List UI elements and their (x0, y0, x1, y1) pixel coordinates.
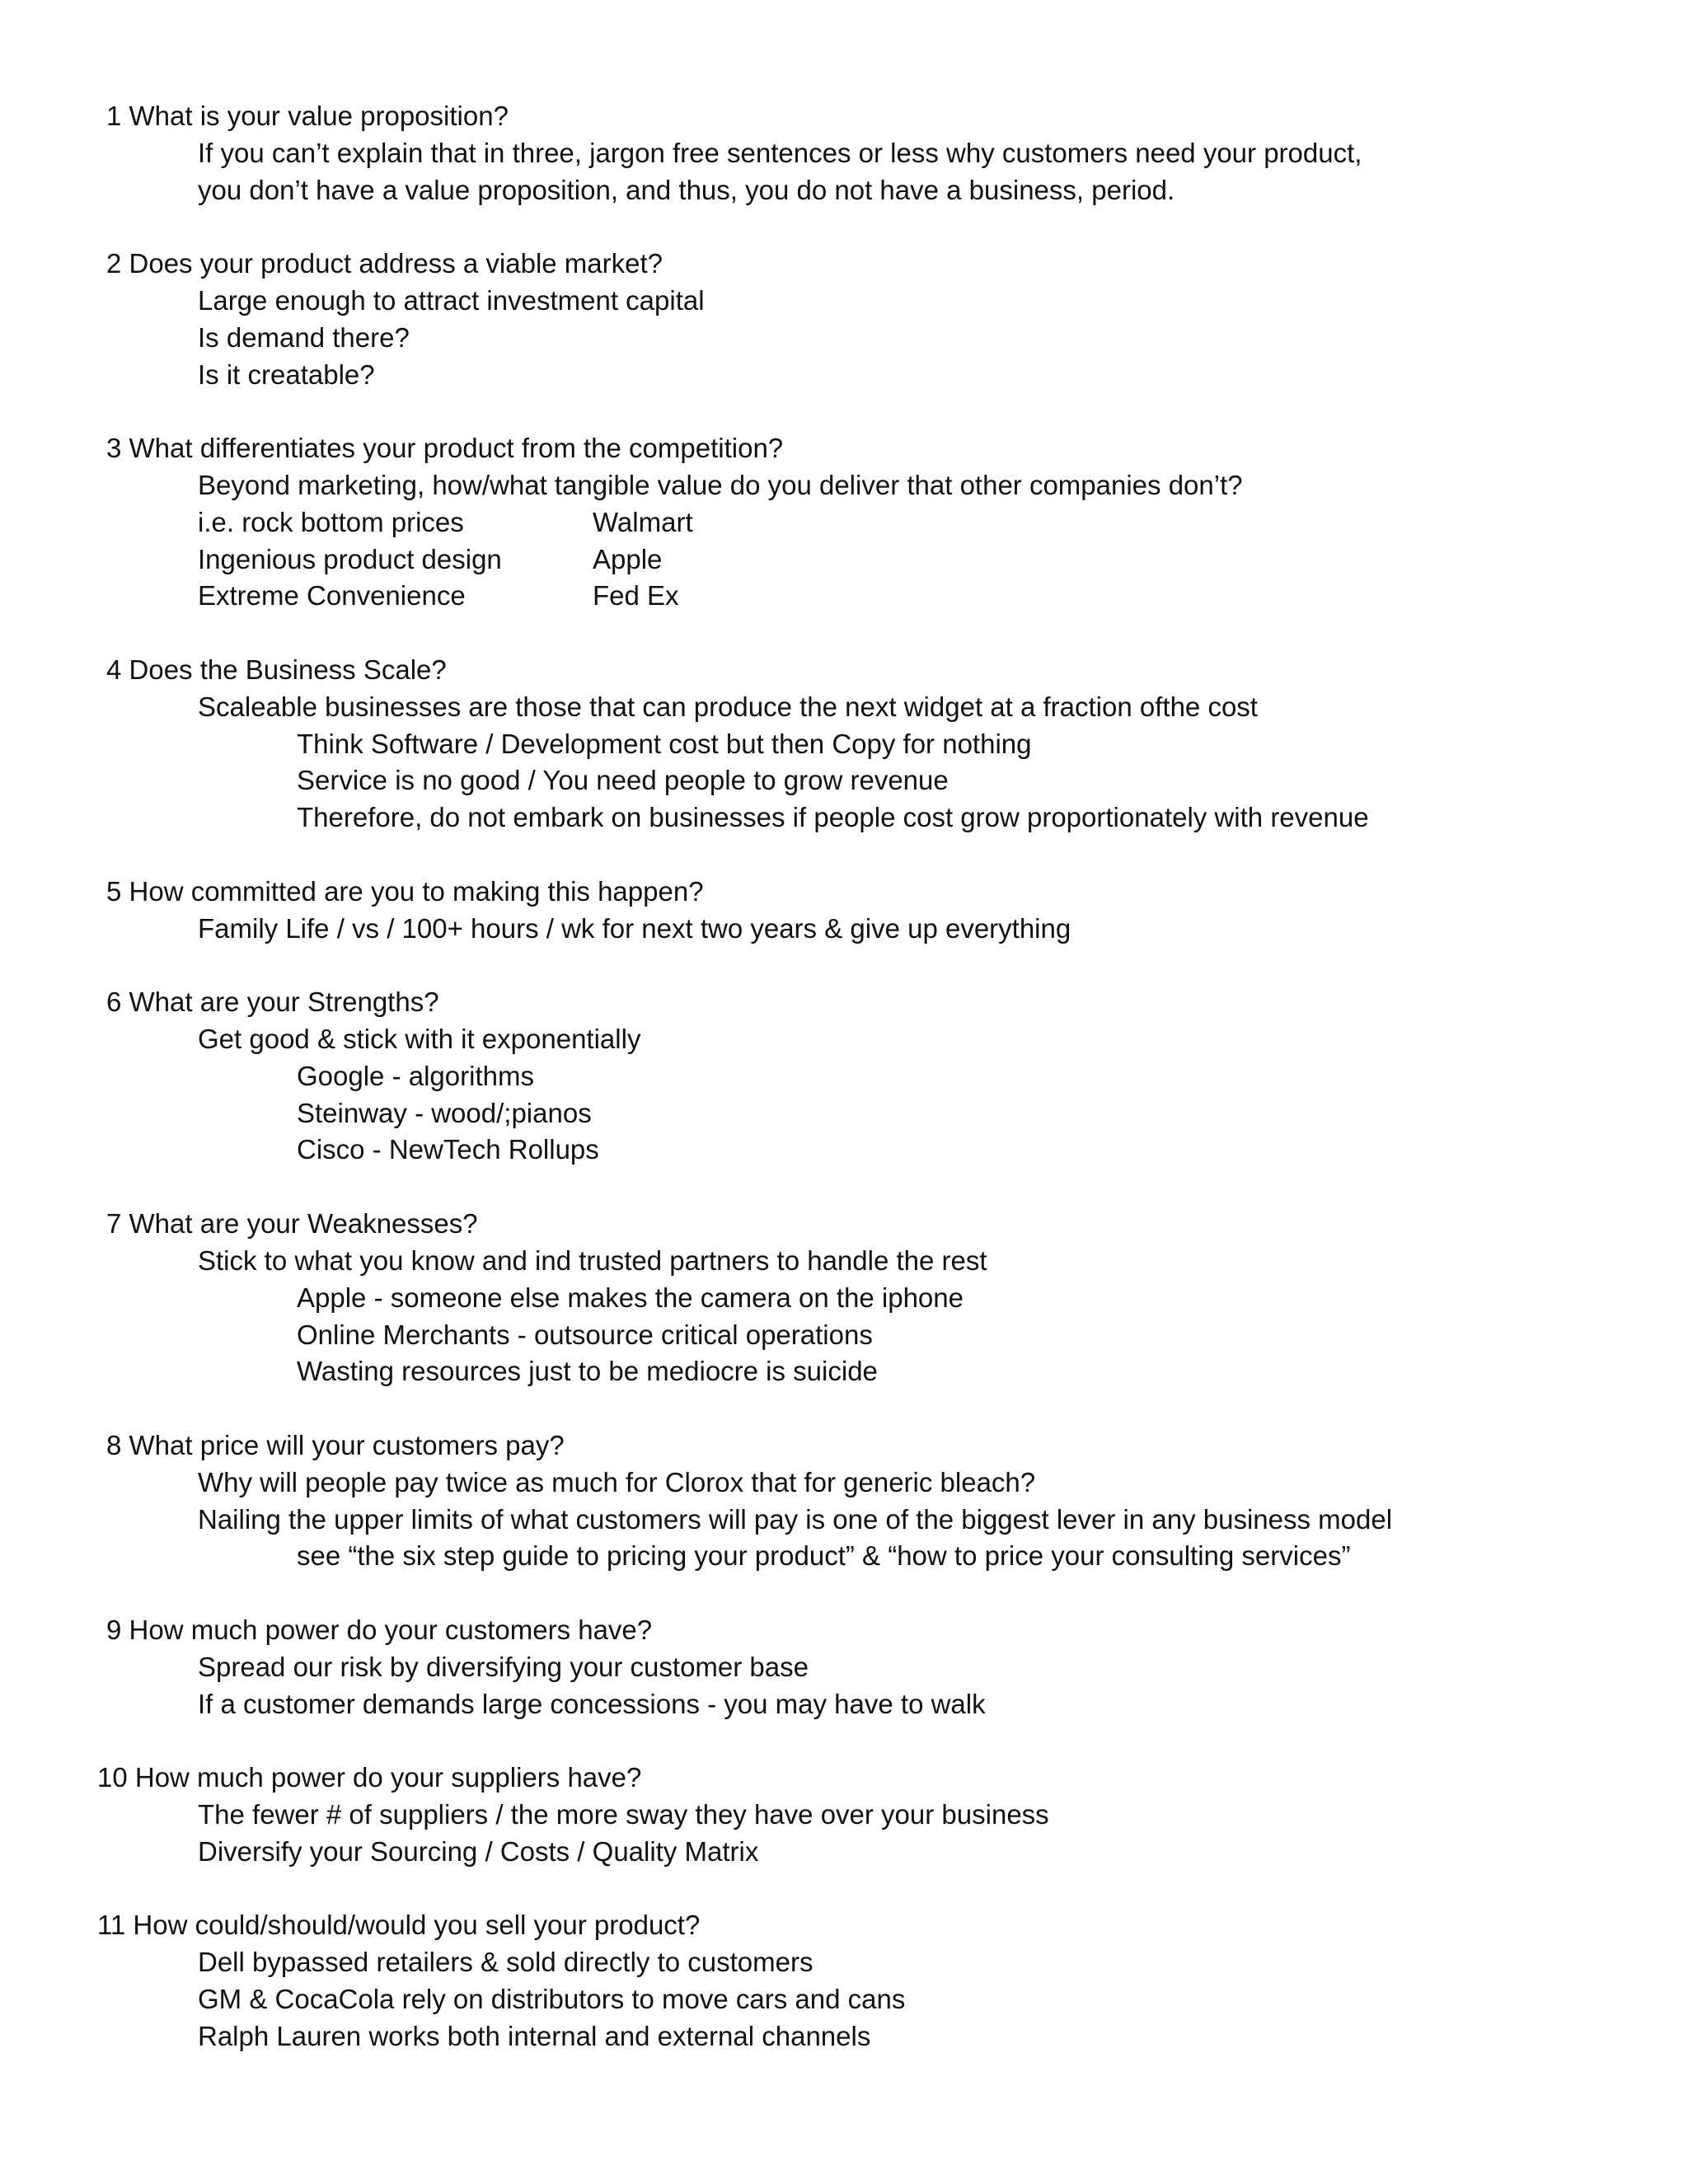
question-5: 5 How committed are you to making this happen? (106, 876, 704, 907)
question-6-line-1: Get good & stick with it exponentially (198, 1024, 641, 1054)
question-11-line-2: GM & CocaCola rely on distributors to move cars and cans (198, 1984, 906, 2014)
question-8-subline-1: see “the six step guide to pricing your product” & “how to price your consulting services” (297, 1540, 1351, 1571)
question-1-line-1: If you can’t explain that in three, jargon free sentences or less why customers need your product, (198, 138, 1362, 168)
question-7-line-1: Stick to what you know and ind trusted partners to handle the rest (198, 1245, 987, 1276)
question-4-subline-2: Service is no good / You need people to grow revenue (297, 765, 949, 795)
example-company-2: Apple (593, 544, 663, 574)
example-label-1: i.e. rock bottom prices (198, 507, 464, 537)
question-6: 6 What are your Strengths? (106, 987, 439, 1017)
question-11: 11 How could/should/would you sell your product? (97, 1910, 701, 1940)
question-4-line-1: Scaleable businesses are those that can produce the next widget at a fraction ofthe cost (198, 691, 1258, 722)
question-6-subline-2: Steinway - wood/;pianos (297, 1098, 592, 1128)
example-label-2: Ingenious product design (198, 544, 502, 574)
question-1-line-2: you don’t have a value proposition, and thus, you do not have a business, period. (198, 175, 1175, 205)
question-2-line-3: Is it creatable? (198, 359, 375, 390)
example-label-3: Extreme Convenience (198, 580, 466, 611)
question-7: 7 What are your Weaknesses? (106, 1208, 478, 1239)
question-9-line-2: If a customer demands large concessions - you may have to walk (198, 1689, 986, 1719)
question-7-subline-2: Online Merchants - outsource critical operations (297, 1319, 873, 1350)
question-6-subline-3: Cisco - NewTech Rollups (297, 1134, 599, 1165)
question-4-subline-1: Think Software / Development cost but then Copy for nothing (297, 729, 1032, 759)
question-2-line-2: Is demand there? (198, 322, 410, 353)
question-8: 8 What price will your customers pay? (106, 1430, 565, 1460)
example-company-1: Walmart (593, 507, 693, 537)
question-7-subline-1: Apple - someone else makes the camera on the iphone (297, 1282, 964, 1313)
question-10-line-1: The fewer # of suppliers / the more sway they have over your business (198, 1799, 1049, 1830)
question-7-subline-3: Wasting resources just to be mediocre is suicide (297, 1356, 878, 1386)
question-2: 2 Does your product address a viable market? (106, 248, 663, 279)
question-10-line-2: Diversify your Sourcing / Costs / Quality Matrix (198, 1836, 759, 1867)
question-9: 9 How much power do your customers have? (106, 1615, 653, 1645)
question-11-line-1: Dell bypassed retailers & sold directly to customers (198, 1947, 814, 1977)
question-4-subline-3: Therefore, do not embark on businesses if people cost grow proportionately with revenue (297, 802, 1369, 832)
question-2-line-1: Large enough to attract investment capital (198, 285, 705, 316)
question-8-line-1: Why will people pay twice as much for Clorox that for generic bleach? (198, 1467, 1036, 1497)
question-6-subline-1: Google - algorithms (297, 1061, 534, 1091)
question-4: 4 Does the Business Scale? (106, 654, 447, 685)
question-5-line-1: Family Life / vs / 100+ hours / wk for next two years & give up everything (198, 913, 1071, 944)
question-11-line-3: Ralph Lauren works both internal and external channels (198, 2021, 871, 2051)
question-9-line-1: Spread our risk by diversifying your customer base (198, 1652, 809, 1682)
question-1: 1 What is your value proposition? (106, 101, 509, 131)
question-3-line-1: Beyond marketing, how/what tangible value do you deliver that other companies don’t? (198, 470, 1243, 500)
example-company-3: Fed Ex (593, 580, 679, 611)
question-3: 3 What differentiates your product from the competition? (106, 433, 784, 463)
question-10: 10 How much power do your suppliers have? (97, 1762, 642, 1793)
question-8-line-2: Nailing the upper limits of what customers will pay is one of the biggest lever in any business model (198, 1504, 1393, 1535)
